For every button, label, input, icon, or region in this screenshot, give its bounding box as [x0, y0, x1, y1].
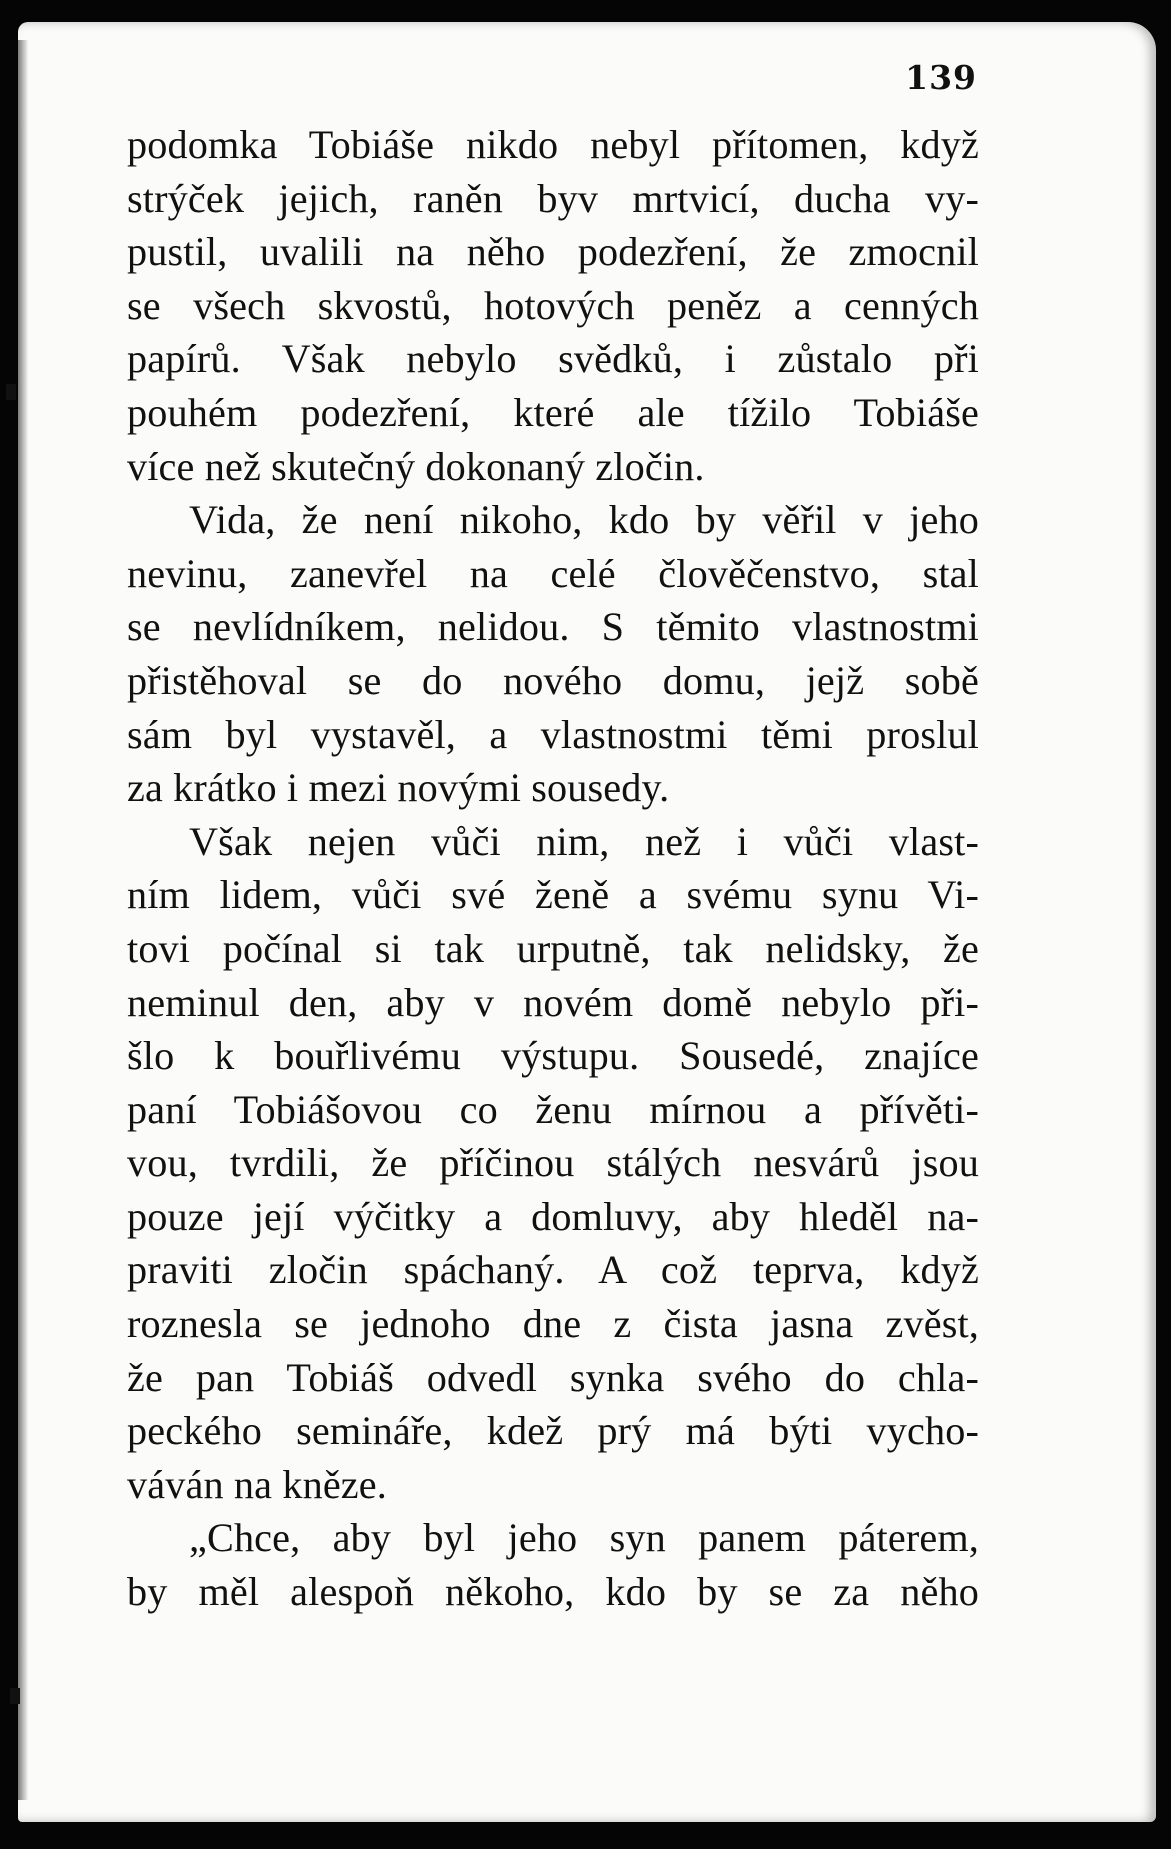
- text-line: Však nejen vůči nim, než i vůči vlast-: [189, 818, 979, 864]
- text-line: paní Tobiášovou co ženu mírnou a přívěti-: [127, 1086, 979, 1132]
- text-line: sám byl vystavěl, a vlastnostmi těmi proslul: [127, 711, 979, 757]
- text-line: váván na kněze.: [127, 1461, 387, 1507]
- text-line: podomka Tobiáše nikdo nebyl přítomen, když: [127, 122, 979, 167]
- text-line: neminul den, aby v novém domě nebylo při-: [127, 979, 979, 1025]
- text-line: že pan Tobiáš odvedl synka svého do chla-: [127, 1354, 979, 1400]
- text-line: pouhém podezření, které ale tížilo Tobiáše: [127, 389, 979, 435]
- text-line: strýček jejich, raněn byv mrtvicí, ducha vy-: [127, 175, 979, 221]
- text-line: papírů. Však nebylo svědků, i zůstalo při: [127, 336, 979, 382]
- page-number: 139: [905, 58, 977, 97]
- text-line: „Chce, aby byl jeho syn panem páterem,: [189, 1515, 979, 1561]
- text-line: Vida, že není nikoho, kdo by věřil v jeho: [189, 497, 979, 543]
- text-line: za krátko i mezi novými sousedy.: [127, 765, 670, 811]
- scan-edge-mark: [10, 1688, 20, 1704]
- text-line: se nevlídníkem, nelidou. S těmito vlastnostmi: [127, 604, 979, 650]
- scan-edge-mark: [6, 384, 16, 400]
- text-line: pustil, uvalili na něho podezření, že zmocnil: [127, 229, 979, 275]
- text-line: ním lidem, vůči své ženě a svému synu Vi-: [127, 872, 979, 918]
- text-line: šlo k bouřlivému výstupu. Sousedé, znajíce: [127, 1033, 979, 1079]
- text-line: vou, tvrdili, že příčinou stálých nesvárů jsou: [127, 1140, 979, 1186]
- text-line: se všech skvostů, hotových peněz a cenných: [127, 282, 979, 328]
- text-line: přistěhoval se do nového domu, jejž sobě: [127, 657, 979, 703]
- text-line: pouze její výčitky a domluvy, aby hleděl na-: [127, 1193, 979, 1239]
- body-text: [127, 118, 979, 1619]
- text-line: roznesla se jednoho dne z čista jasna zvěst,: [127, 1301, 979, 1347]
- text-line: tovi počínal si tak urputně, tak nelidsky, že: [127, 925, 979, 971]
- text-line: více než skutečný dokonaný zločin.: [127, 443, 705, 489]
- binding-shadow: [18, 40, 28, 1800]
- text-line: nevinu, zanevřel na celé člověčenstvo, stal: [127, 550, 979, 596]
- text-line: by měl alespoň někoho, kdo by se za něho: [127, 1569, 979, 1615]
- text-line: peckého semináře, kdež prý má býti vycho-: [127, 1408, 979, 1454]
- text-line: praviti zločin spáchaný. A což teprva, když: [127, 1247, 979, 1293]
